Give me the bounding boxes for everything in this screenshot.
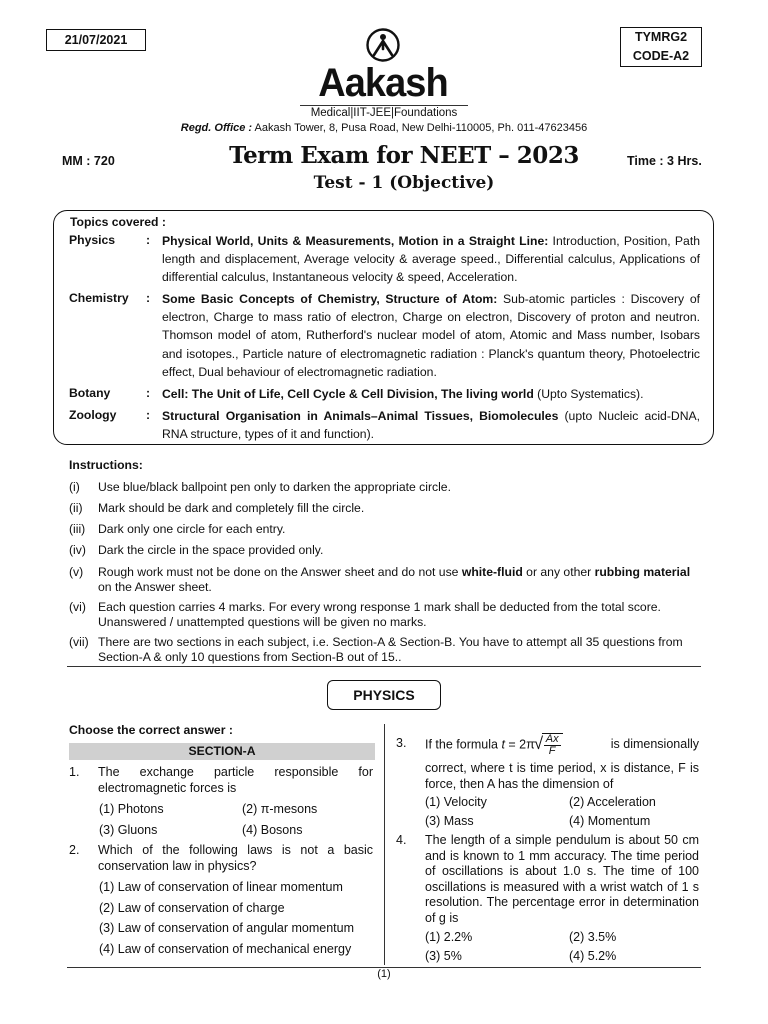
question-text: The exchange particle responsible for electromagnetic forces is <box>98 765 373 795</box>
answer-option: (3) Law of conservation of angular momentum <box>99 921 354 935</box>
time-allowed: Time : 3 Hrs. <box>627 154 702 168</box>
topic-description: Physical World, Units & Measurements, Motion in a Straight Line: Introduction, Position, Path length and displacement, Average velocity & average speed., Differential calculus, Applications of differential calculus, Instantaneous velocity & speed, Acceleration. <box>162 234 700 285</box>
colon: : <box>146 408 151 422</box>
topic-subject: Zoology <box>69 408 117 422</box>
instruction-number: (vii) <box>69 635 89 649</box>
instruction-text: There are two sections in each subject, i.e. Section-A & Section-B. You have to attempt all 35 questions from Section-A & only 10 questions from Section-B out of 15.. <box>98 635 683 664</box>
code-line-1: TYMRG2 <box>634 30 688 44</box>
instruction-text: Rough work must not be done on the Answer sheet and do not use white-fluid or any other rubbing material on the Answer sheet. <box>98 565 691 594</box>
max-marks: MM : 720 <box>62 154 115 168</box>
square-root <box>542 733 563 757</box>
topic-description: Some Basic Concepts of Chemistry, Structure of Atom: Sub-atomic particles : Discovery of electron, Charge to mass ratio of electron, Charge on electron, Discovery of proton and neutron. Thomson model of atom, Rutherford's nuclear model of atom, Atomic and Mass number, Isobars and isotopes., Particle nature of electromagnetic radiation : Planck's quantum theory, Photoelectric effect, Dual behaviour of electromagnetic radiation. <box>162 292 700 379</box>
divider <box>67 666 701 667</box>
exam-title: Term Exam for NEET – 2023 <box>229 142 579 169</box>
code-box <box>620 27 702 67</box>
topics-box <box>53 210 714 445</box>
question-text: correct, where t is time period, x is distance, F is force, then A has the dimension of <box>425 761 699 791</box>
aakash-logo-icon <box>365 27 401 63</box>
code-line-2: CODE-A2 <box>632 49 690 63</box>
exam-date: 21/07/2021 <box>64 33 128 47</box>
instruction-number: (ii) <box>69 501 83 515</box>
answer-option: (3) Mass <box>425 814 474 828</box>
answer-option: (4) Momentum <box>569 814 651 828</box>
answer-option: (4) 5.2% <box>569 949 617 963</box>
section-a-header: SECTION-A <box>69 743 375 760</box>
instructions-heading: Instructions: <box>69 458 143 472</box>
answer-option: (1) Law of conservation of linear momentum <box>99 880 343 894</box>
instruction-text: Dark only one circle for each entry. <box>98 522 286 536</box>
question-number: 2. <box>69 843 80 857</box>
answer-option: (4) Bosons <box>242 823 303 837</box>
fraction: √ $\frac{Ax}{F}$ <box>545 733 559 757</box>
answer-option: (2) 3.5% <box>569 930 617 944</box>
topics-heading: Topics covered : <box>70 215 166 229</box>
answer-option: (2) Acceleration <box>569 795 656 809</box>
question-number: 4. <box>396 833 407 847</box>
question-text: Which of the following laws is not a basic conservation law in physics? <box>98 843 373 873</box>
topic-description: Structural Organisation in Animals–Animal Tissues, Biomolecules (upto Nucleic acid-DNA, RNA structure, types of it and function). <box>162 409 701 442</box>
date-box <box>46 29 146 51</box>
answer-option: (1) 2.2% <box>425 930 473 944</box>
instruction-number: (v) <box>69 565 84 579</box>
topic-subject: Physics <box>69 233 116 247</box>
topic-subject: Botany <box>69 386 111 400</box>
question-text: The length of a simple pendulum is about 50 cm and is known to 1 mm accuracy. The time period of oscillations is about 1.0 s. The time of 100 oscillations is measured with a wrist watch of 1 s resolution. The percentage error in determination of g is <box>425 833 699 925</box>
colon: : <box>146 386 151 400</box>
instruction-text: Dark the circle in the space provided only. <box>98 543 324 557</box>
question-formula-line: If the formula t = 2π √ $\frac{Ax}{F}$ is dimensionally <box>425 727 699 763</box>
instruction-number: (vi) <box>69 600 86 614</box>
logo-wordmark: Aakash <box>318 61 448 105</box>
column-divider <box>384 724 385 965</box>
logo-tagline: Medical|IIT-JEE|Foundations <box>300 105 468 119</box>
instruction-number: (iv) <box>69 543 86 557</box>
answer-option: (4) Law of conservation of mechanical energy <box>99 942 352 956</box>
instruction-text: Use blue/black ballpoint pen only to darken the appropriate circle. <box>98 480 451 494</box>
physics-section-heading: PHYSICS <box>327 680 441 710</box>
question-number: 1. <box>69 765 80 779</box>
instruction-number: (iii) <box>69 522 86 536</box>
answer-option: (2) π-mesons <box>242 802 318 816</box>
topic-subject: Chemistry <box>69 291 129 305</box>
registered-office: Regd. Office : Aakash Tower, 8, Pusa Road, New Delhi-110005, Ph. 011-47623456 <box>180 122 588 134</box>
answer-option: (1) Velocity <box>425 795 487 809</box>
answer-option: (2) Law of conservation of charge <box>99 901 285 915</box>
question-number: 3. <box>396 736 407 750</box>
answer-option: (3) Gluons <box>99 823 158 837</box>
answer-option: (1) Photons <box>99 802 164 816</box>
topic-description: Cell: The Unit of Life, Cell Cycle & Cell Division, The living world (Upto Systematics). <box>162 387 644 401</box>
instruction-text: Mark should be dark and completely fill the circle. <box>98 501 365 515</box>
colon: : <box>146 291 151 305</box>
answer-option: (3) 5% <box>425 949 462 963</box>
exam-subtitle: Test - 1 (Objective) <box>313 173 495 193</box>
choose-answer-label: Choose the correct answer : <box>69 723 233 737</box>
colon: : <box>146 233 151 247</box>
instruction-number: (i) <box>69 480 80 494</box>
page-number: (1) <box>377 968 391 980</box>
instruction-text: Each question carries 4 marks. For every wrong response 1 mark shall be deducted from the total score. Unanswered / unattempted questions will be given no marks. <box>98 600 661 629</box>
question-text: If the formula t = 2π √ $\frac{Ax}{F}$ <box>425 733 563 757</box>
